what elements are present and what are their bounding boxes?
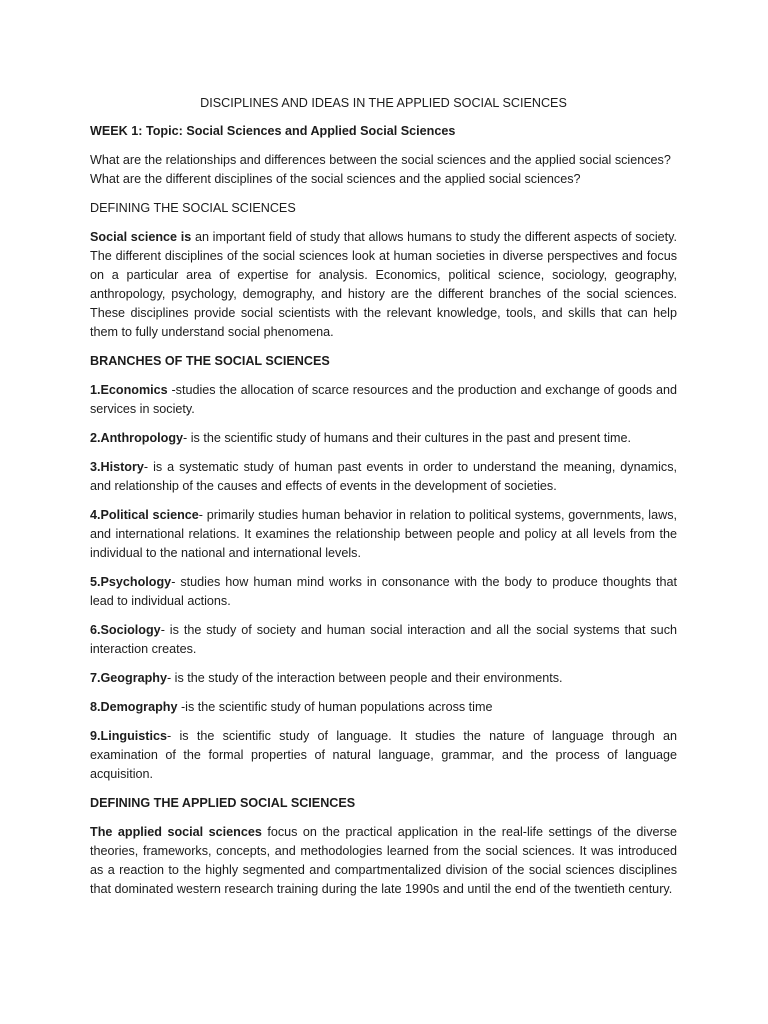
branch-item-demography: 8.Demography -is the scientific study of human populations across time [90,700,493,714]
branch-item-linguistics: 9.Linguistics- is the scientific study of language. It studies the nature of language through an examination of the formal properties of natural language, grammar, and the process of language acquisition. [90,729,677,781]
section-heading-defining-social-sciences: DEFINING THE SOCIAL SCIENCES [90,201,296,215]
branch-item-sociology: 6.Sociology- is the study of society and human social interaction and all the social systems that such interaction creates. [90,623,677,656]
section-heading-applied: DEFINING THE APPLIED SOCIAL SCIENCES [90,796,356,810]
applied-lead: The applied social sciences [90,825,262,839]
branch-item-history: 3.History- is a systematic study of human past events in order to understand the meaning, dynamics, and relationship of the causes and effects of events in the development of societies. [90,460,677,493]
branch-item-anthropology: 2.Anthropology- is the scientific study of humans and their cultures in the past and present time. [90,431,632,445]
social-science-body: an important field of study that allows humans to study the different aspects of society. The different disciplines of the social sciences look at human societies in diverse perspectives and focus on a particular area of expertise for analysis. Economics, political science, sociology, geography, anthropology, psychology, demography, and history are the different branches of the social sciences. These disciplines provide social scientists with the relevant knowledge, tools, and skills that can help them to fully understand social phenomena. [90,230,678,339]
document-page [90,94,677,909]
document-title: DISCIPLINES AND IDEAS IN THE APPLIED SOCIAL SCIENCES [200,96,567,110]
intro-question-1: What are the relationships and differences between the social sciences and the applied social sciences? [90,153,671,167]
intro-question-2: What are the different disciplines of the social sciences and the applied social sciences? [90,172,581,186]
applied-social-sciences-definition [90,823,677,899]
branch-item-political-science: 4.Political science- primarily studies human behavior in relation to political systems, governments, laws, and international relations. It examines the relationship between people and policy at all levels from the individual to the national and international levels. [90,508,677,560]
branch-item-economics: 1.Economics -studies the allocation of scarce resources and the production and exchange of goods and services in society. [90,383,677,416]
branch-item-geography: 7.Geography- is the study of the interaction between people and their environments. [90,671,563,685]
branch-item-psychology: 5.Psychology- studies how human mind works in consonance with the body to produce thoughts that lead to individual actions. [90,575,677,608]
social-science-lead: Social science is [90,230,192,244]
applied-body: focus on the practical application in the real-life settings of the diverse theories, frameworks, concepts, and methodologies learned from the social sciences. It was introduced as a reaction to the highly segmented and compartmentalized division of the social sciences disciplines that dominated western research training during the late 1990s and until the end of the twentieth century. [90,825,678,896]
week-heading: WEEK 1: Topic: Social Sciences and Applied Social Sciences [90,124,456,138]
social-science-definition [90,228,677,342]
section-heading-branches: BRANCHES OF THE SOCIAL SCIENCES [90,354,330,368]
intro-questions [90,151,677,189]
